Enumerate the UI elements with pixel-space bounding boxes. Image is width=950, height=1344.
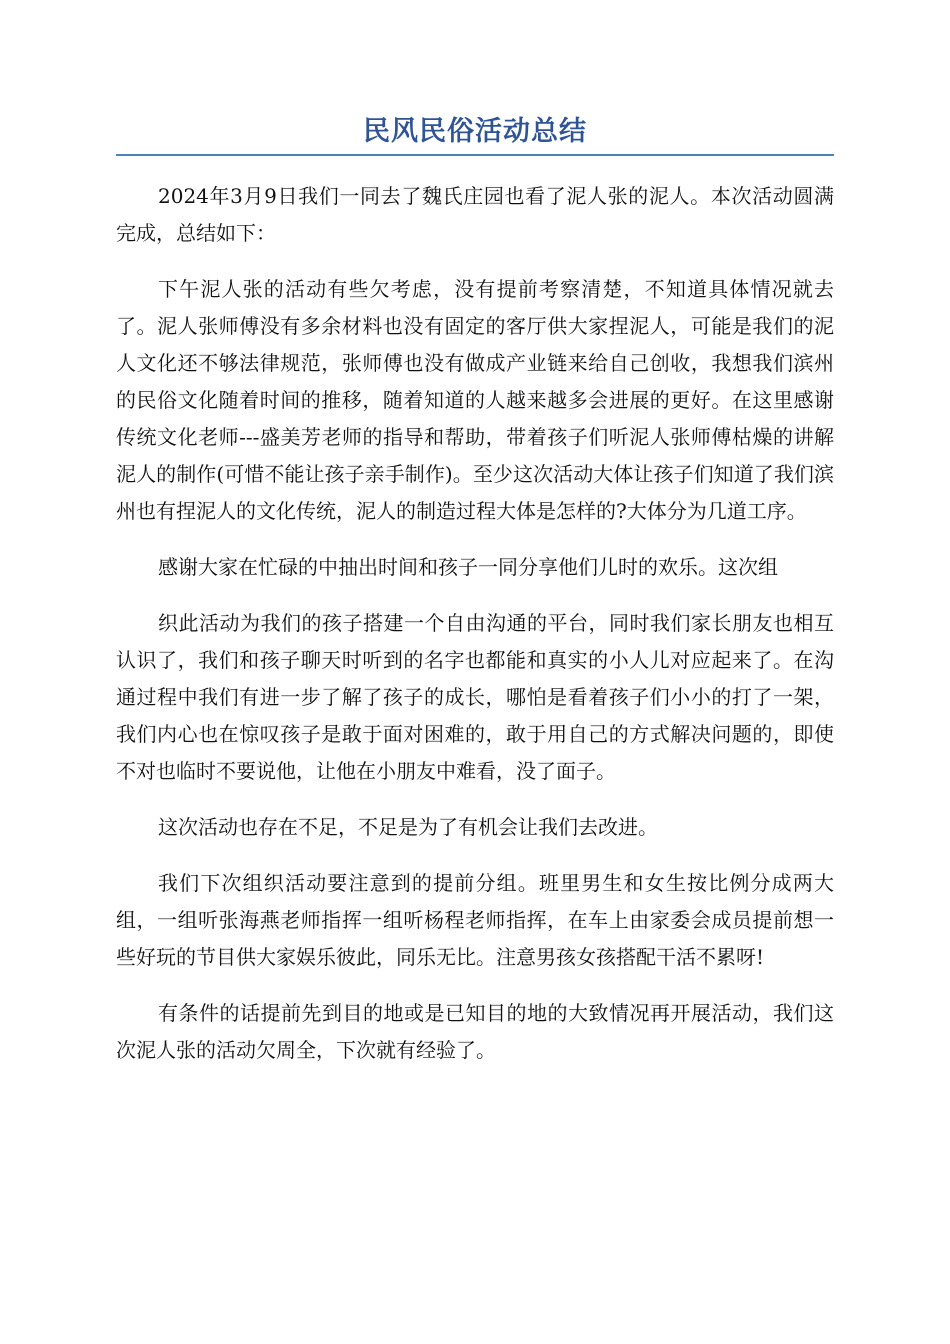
paragraph-conclusion: 有条件的话提前先到目的地或是已知目的地的大致情况再开展活动，我们这次泥人张的活动欠周全，下次就有经验了。 (116, 1001, 834, 1062)
paragraph-shortcomings: 这次活动也存在不足，不足是为了有机会让我们去改进。 (158, 815, 658, 839)
paragraph-communication: 织此活动为我们的孩子搭建一个自由沟通的平台，同时我们家长朋友也相互认识了，我们和孩子聊天时听到的名字也都能和真实的小人儿对应起来了。在沟通过程中我们有进一步了解了孩子的成长，哪怕是看着孩子们小小的打了一架，我们内心也在惊叹孩子是敢于面对困难的，敢于用自己的方式解决问题的，即使不对也临时不要说他，让他在小朋友中难看，没了面子。 (116, 611, 834, 783)
document-page (116, 112, 834, 1088)
paragraph-intro: 2024年3月9日我们一同去了魏氏庄园也看了泥人张的泥人。本次活动圆满完成，总结如下： (116, 184, 834, 245)
paragraph-thanks: 感谢大家在忙碌的中抽出时间和孩子一同分享他们儿时的欢乐。这次组 (158, 555, 778, 579)
paragraph-next-time: 我们下次组织活动要注意到的提前分组。班里男生和女生按比例分成两大组，一组听张海燕老师指挥一组听杨程老师指挥，在车上由家委会成员提前想一些好玩的节目供大家娱乐彼此，同乐无比。注意男孩女孩搭配干活不累呀! (116, 871, 834, 969)
paragraph-afternoon-activity: 下午泥人张的活动有些欠考虑，没有提前考察清楚，不知道具体情况就去了。泥人张师傅没有多余材料也没有固定的客厅供大家捏泥人，可能是我们的泥人文化还不够法律规范，张师傅也没有做成产业链来给自己创收，我想我们滨州的民俗文化随着时间的推移，随着知道的人越来越多会进展的更好。在这里感谢传统文化老师---盛美芳老师的指导和帮助，带着孩子们听泥人张师傅枯燥的讲解泥人的制作(可惜不能让孩子亲手制作)。至少这次活动大体让孩子们知道了我们滨州也有捏泥人的文化传统，泥人的制造过程大体是怎样的?大体分为几道工序。 (116, 277, 834, 523)
document-title: 民风民俗活动总结 (363, 116, 587, 147)
title-underline (116, 154, 834, 156)
